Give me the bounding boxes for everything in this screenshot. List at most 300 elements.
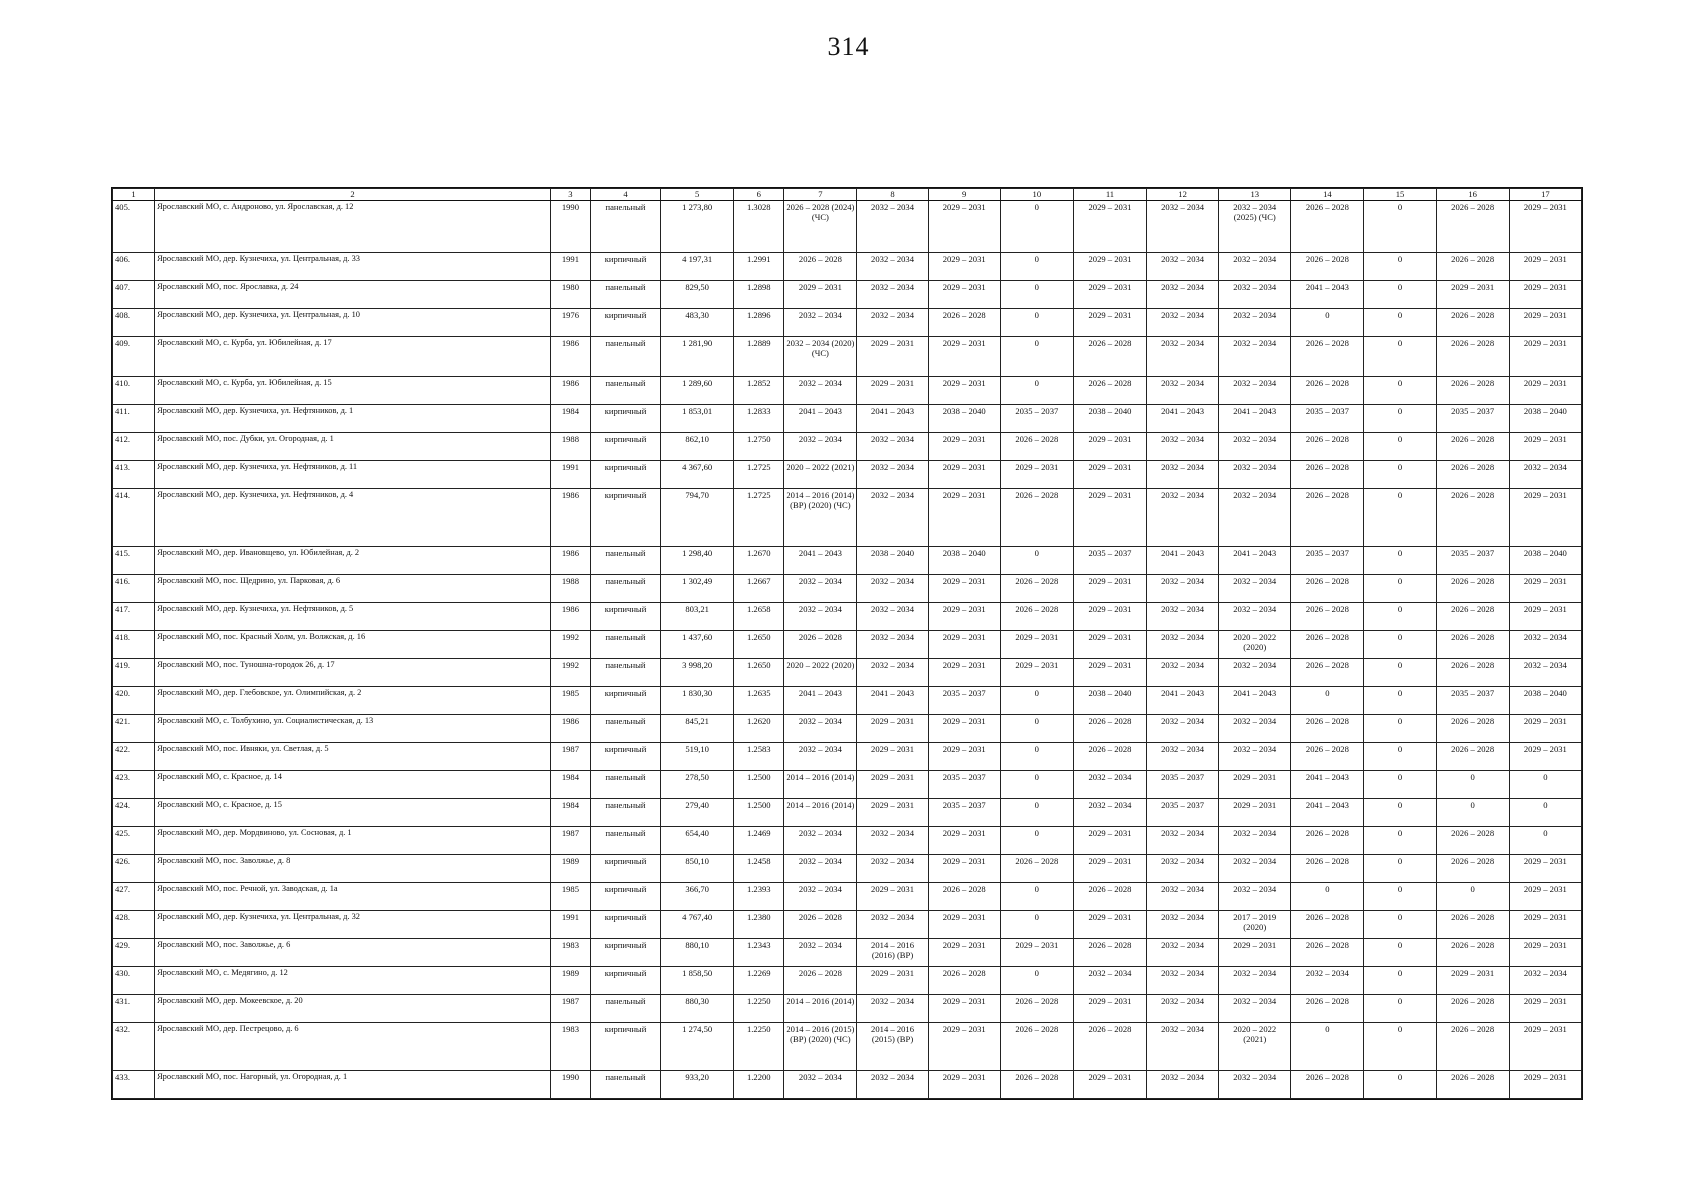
col-14-cell: 2035 – 2037 [1291, 405, 1364, 433]
col-14-cell: 2035 – 2037 [1291, 547, 1364, 575]
table-row [113, 405, 1582, 433]
col-12-cell: 2032 – 2034 [1147, 253, 1219, 281]
table-row [113, 1023, 1582, 1071]
col-9-cell: 2029 – 2031 [928, 489, 1000, 547]
col-9-cell: 2029 – 2031 [928, 743, 1000, 771]
col-10-cell: 2026 – 2028 [1000, 995, 1073, 1023]
address-cell: Ярославский МО, пос. Красный Холм, ул. Волжская, д. 16 [155, 631, 551, 659]
col-15-cell: 0 [1364, 827, 1436, 855]
col-8-cell: 2032 – 2034 [857, 575, 928, 603]
address-cell: Ярославский МО, с. Красное, д. 15 [155, 799, 551, 827]
table-row [113, 939, 1582, 967]
col-12-cell: 2032 – 2034 [1147, 201, 1219, 253]
table-row [113, 799, 1582, 827]
col-9-cell: 2029 – 2031 [928, 1071, 1000, 1099]
col-17-cell: 2038 – 2040 [1509, 405, 1581, 433]
wall-material-cell: панельный [590, 771, 660, 799]
col-9-cell: 2029 – 2031 [928, 911, 1000, 939]
col-11-cell: 2029 – 2031 [1073, 911, 1146, 939]
col-10-cell: 2035 – 2037 [1000, 405, 1073, 433]
col-9-cell: 2029 – 2031 [928, 659, 1000, 687]
area-cell: 519,10 [661, 743, 734, 771]
table-row [113, 659, 1582, 687]
row-number-cell: 423. [113, 771, 155, 799]
column-header-16: 16 [1436, 189, 1509, 201]
col-11-cell: 2029 – 2031 [1073, 575, 1146, 603]
column-header-14: 14 [1291, 189, 1364, 201]
col-9-cell: 2029 – 2031 [928, 995, 1000, 1023]
col-16-cell: 0 [1436, 883, 1509, 911]
col-15-cell: 0 [1364, 405, 1436, 433]
col-10-cell: 2026 – 2028 [1000, 433, 1073, 461]
col-17-cell: 0 [1509, 799, 1581, 827]
address-cell: Ярославский МО, дер. Кузнечиха, ул. Нефтяников, д. 11 [155, 461, 551, 489]
col-17-cell: 2029 – 2031 [1509, 1071, 1581, 1099]
index-cell: 1.2500 [734, 771, 784, 799]
col-10-cell: 0 [1000, 715, 1073, 743]
col-16-cell: 2026 – 2028 [1436, 575, 1509, 603]
row-number-cell: 429. [113, 939, 155, 967]
column-header-12: 12 [1147, 189, 1219, 201]
address-cell: Ярославский МО, дер. Кузнечиха, ул. Нефтяников, д. 4 [155, 489, 551, 547]
col-12-cell: 2032 – 2034 [1147, 827, 1219, 855]
col-8-cell: 2029 – 2031 [857, 377, 928, 405]
row-number-cell: 421. [113, 715, 155, 743]
row-number-cell: 431. [113, 995, 155, 1023]
address-cell: Ярославский МО, с. Андроново, ул. Ярославская, д. 12 [155, 201, 551, 253]
wall-material-cell: кирпичный [590, 309, 660, 337]
col-12-cell: 2041 – 2043 [1147, 405, 1219, 433]
col-8-cell: 2032 – 2034 [857, 433, 928, 461]
row-number-cell: 420. [113, 687, 155, 715]
col-8-cell: 2032 – 2034 [857, 201, 928, 253]
col-16-cell: 2026 – 2028 [1436, 461, 1509, 489]
col-17-cell: 2029 – 2031 [1509, 377, 1581, 405]
index-cell: 1.2269 [734, 967, 784, 995]
col-17-cell: 2029 – 2031 [1509, 575, 1581, 603]
col-9-cell: 2029 – 2031 [928, 855, 1000, 883]
col-12-cell: 2032 – 2034 [1147, 659, 1219, 687]
row-number-cell: 412. [113, 433, 155, 461]
col-7-cell: 2026 – 2028 (2024) (ЧС) [784, 201, 857, 253]
col-15-cell: 0 [1364, 883, 1436, 911]
col-11-cell: 2029 – 2031 [1073, 1071, 1146, 1099]
col-14-cell: 2026 – 2028 [1291, 1071, 1364, 1099]
table-row [113, 967, 1582, 995]
wall-material-cell: панельный [590, 547, 660, 575]
col-15-cell: 0 [1364, 603, 1436, 631]
column-header-11: 11 [1073, 189, 1146, 201]
col-13-cell: 2020 – 2022 (2020) [1219, 631, 1291, 659]
index-cell: 1.2991 [734, 253, 784, 281]
col-9-cell: 2038 – 2040 [928, 405, 1000, 433]
index-cell: 1.2852 [734, 377, 784, 405]
build-year-cell: 1980 [550, 281, 590, 309]
col-11-cell: 2038 – 2040 [1073, 687, 1146, 715]
wall-material-cell: кирпичный [590, 687, 660, 715]
table-row [113, 201, 1582, 253]
col-17-cell: 2029 – 2031 [1509, 995, 1581, 1023]
address-cell: Ярославский МО, пос. Нагорный, ул. Огородная, д. 1 [155, 1071, 551, 1099]
col-8-cell: 2029 – 2031 [857, 771, 928, 799]
col-7-cell: 2014 – 2016 (2015) (ВР) (2020) (ЧС) [784, 1023, 857, 1071]
area-cell: 850,10 [661, 855, 734, 883]
build-year-cell: 1985 [550, 687, 590, 715]
column-header-8: 8 [857, 189, 928, 201]
col-9-cell: 2029 – 2031 [928, 201, 1000, 253]
col-12-cell: 2035 – 2037 [1147, 771, 1219, 799]
col-15-cell: 0 [1364, 631, 1436, 659]
col-14-cell: 2026 – 2028 [1291, 827, 1364, 855]
table-row [113, 715, 1582, 743]
col-7-cell: 2014 – 2016 (2014) [784, 995, 857, 1023]
area-cell: 845,21 [661, 715, 734, 743]
col-9-cell: 2029 – 2031 [928, 715, 1000, 743]
row-number-cell: 418. [113, 631, 155, 659]
col-13-cell: 2020 – 2022 (2021) [1219, 1023, 1291, 1071]
index-cell: 1.2667 [734, 575, 784, 603]
col-16-cell: 2026 – 2028 [1436, 827, 1509, 855]
index-cell: 1.2380 [734, 911, 784, 939]
area-cell: 278,50 [661, 771, 734, 799]
address-cell: Ярославский МО, с. Курба, ул. Юбилейная, д. 15 [155, 377, 551, 405]
index-cell: 1.2725 [734, 489, 784, 547]
table-row [113, 883, 1582, 911]
area-cell: 4 767,40 [661, 911, 734, 939]
col-13-cell: 2032 – 2034 [1219, 995, 1291, 1023]
build-year-cell: 1987 [550, 743, 590, 771]
column-header-2: 2 [155, 189, 551, 201]
address-cell: Ярославский МО, дер. Ивановщево, ул. Юбилейная, д. 2 [155, 547, 551, 575]
col-7-cell: 2020 – 2022 (2020) [784, 659, 857, 687]
col-7-cell: 2032 – 2034 [784, 743, 857, 771]
col-8-cell: 2032 – 2034 [857, 603, 928, 631]
col-14-cell: 2026 – 2028 [1291, 377, 1364, 405]
col-12-cell: 2032 – 2034 [1147, 631, 1219, 659]
col-14-cell: 2026 – 2028 [1291, 253, 1364, 281]
col-13-cell: 2032 – 2034 (2025) (ЧС) [1219, 201, 1291, 253]
col-7-cell: 2032 – 2034 (2020) (ЧС) [784, 337, 857, 377]
header-row [113, 189, 1582, 201]
col-12-cell: 2041 – 2043 [1147, 687, 1219, 715]
page-number: 314 [827, 32, 870, 61]
col-10-cell: 2026 – 2028 [1000, 575, 1073, 603]
table-row [113, 631, 1582, 659]
col-16-cell: 2026 – 2028 [1436, 201, 1509, 253]
wall-material-cell: панельный [590, 799, 660, 827]
wall-material-cell: панельный [590, 1071, 660, 1099]
wall-material-cell: панельный [590, 201, 660, 253]
col-15-cell: 0 [1364, 743, 1436, 771]
col-15-cell: 0 [1364, 1071, 1436, 1099]
column-header-17: 17 [1509, 189, 1581, 201]
column-header-3: 3 [550, 189, 590, 201]
wall-material-cell: панельный [590, 995, 660, 1023]
index-cell: 1.2898 [734, 281, 784, 309]
build-year-cell: 1983 [550, 939, 590, 967]
col-16-cell: 2029 – 2031 [1436, 281, 1509, 309]
build-year-cell: 1988 [550, 575, 590, 603]
wall-material-cell: панельный [590, 337, 660, 377]
col-8-cell: 2041 – 2043 [857, 687, 928, 715]
col-11-cell: 2029 – 2031 [1073, 631, 1146, 659]
address-cell: Ярославский МО, дер. Мордвиново, ул. Сосновая, д. 1 [155, 827, 551, 855]
col-14-cell: 0 [1291, 687, 1364, 715]
row-number-cell: 410. [113, 377, 155, 405]
col-13-cell: 2032 – 2034 [1219, 827, 1291, 855]
col-11-cell: 2029 – 2031 [1073, 603, 1146, 631]
index-cell: 1.2650 [734, 631, 784, 659]
col-16-cell: 2026 – 2028 [1436, 253, 1509, 281]
col-7-cell: 2029 – 2031 [784, 281, 857, 309]
col-11-cell: 2029 – 2031 [1073, 489, 1146, 547]
build-year-cell: 1984 [550, 771, 590, 799]
wall-material-cell: кирпичный [590, 405, 660, 433]
col-8-cell: 2032 – 2034 [857, 489, 928, 547]
area-cell: 1 858,50 [661, 967, 734, 995]
col-10-cell: 2029 – 2031 [1000, 659, 1073, 687]
col-14-cell: 2041 – 2043 [1291, 771, 1364, 799]
index-cell: 1.2650 [734, 659, 784, 687]
wall-material-cell: кирпичный [590, 743, 660, 771]
col-10-cell: 0 [1000, 799, 1073, 827]
address-cell: Ярославский МО, дер. Кузнечиха, ул. Нефтяников, д. 1 [155, 405, 551, 433]
col-16-cell: 2026 – 2028 [1436, 715, 1509, 743]
col-9-cell: 2029 – 2031 [928, 377, 1000, 405]
col-7-cell: 2041 – 2043 [784, 405, 857, 433]
col-16-cell: 2026 – 2028 [1436, 489, 1509, 547]
col-15-cell: 0 [1364, 799, 1436, 827]
column-header-4: 4 [590, 189, 660, 201]
build-year-cell: 1986 [550, 547, 590, 575]
index-cell: 1.2393 [734, 883, 784, 911]
col-15-cell: 0 [1364, 967, 1436, 995]
address-cell: Ярославский МО, дер. Кузнечиха, ул. Нефтяников, д. 5 [155, 603, 551, 631]
address-cell: Ярославский МО, дер. Кузнечиха, ул. Центральная, д. 32 [155, 911, 551, 939]
col-15-cell: 0 [1364, 715, 1436, 743]
col-12-cell: 2032 – 2034 [1147, 281, 1219, 309]
col-17-cell: 2029 – 2031 [1509, 253, 1581, 281]
col-17-cell: 2029 – 2031 [1509, 855, 1581, 883]
build-year-cell: 1991 [550, 911, 590, 939]
col-7-cell: 2026 – 2028 [784, 253, 857, 281]
col-13-cell: 2032 – 2034 [1219, 461, 1291, 489]
col-14-cell: 2041 – 2043 [1291, 281, 1364, 309]
col-13-cell: 2032 – 2034 [1219, 603, 1291, 631]
col-15-cell: 0 [1364, 201, 1436, 253]
col-11-cell: 2029 – 2031 [1073, 309, 1146, 337]
col-9-cell: 2029 – 2031 [928, 603, 1000, 631]
table-row [113, 309, 1582, 337]
col-16-cell: 2035 – 2037 [1436, 405, 1509, 433]
col-8-cell: 2029 – 2031 [857, 743, 928, 771]
row-number-cell: 424. [113, 799, 155, 827]
index-cell: 1.2620 [734, 715, 784, 743]
col-13-cell: 2029 – 2031 [1219, 771, 1291, 799]
col-7-cell: 2032 – 2034 [784, 1071, 857, 1099]
area-cell: 654,40 [661, 827, 734, 855]
table-body [113, 201, 1582, 1099]
build-year-cell: 1985 [550, 883, 590, 911]
index-cell: 1.2583 [734, 743, 784, 771]
address-cell: Ярославский МО, пос. Щедрино, ул. Парковая, д. 6 [155, 575, 551, 603]
col-7-cell: 2032 – 2034 [784, 377, 857, 405]
col-8-cell: 2032 – 2034 [857, 911, 928, 939]
col-14-cell: 2026 – 2028 [1291, 201, 1364, 253]
col-10-cell: 0 [1000, 911, 1073, 939]
col-11-cell: 2032 – 2034 [1073, 799, 1146, 827]
row-number-cell: 433. [113, 1071, 155, 1099]
column-header-7: 7 [784, 189, 857, 201]
address-cell: Ярославский МО, дер. Кузнечиха, ул. Центральная, д. 10 [155, 309, 551, 337]
area-cell: 880,30 [661, 995, 734, 1023]
table-row [113, 253, 1582, 281]
index-cell: 1.2658 [734, 603, 784, 631]
col-10-cell: 0 [1000, 547, 1073, 575]
col-16-cell: 2026 – 2028 [1436, 995, 1509, 1023]
col-10-cell: 0 [1000, 827, 1073, 855]
col-16-cell: 2026 – 2028 [1436, 939, 1509, 967]
row-number-cell: 430. [113, 967, 155, 995]
col-7-cell: 2032 – 2034 [784, 433, 857, 461]
table-row [113, 337, 1582, 377]
col-13-cell: 2032 – 2034 [1219, 715, 1291, 743]
area-cell: 1 437,60 [661, 631, 734, 659]
table-row [113, 743, 1582, 771]
col-13-cell: 2032 – 2034 [1219, 253, 1291, 281]
col-13-cell: 2032 – 2034 [1219, 659, 1291, 687]
col-16-cell: 2026 – 2028 [1436, 1023, 1509, 1071]
col-17-cell: 2029 – 2031 [1509, 201, 1581, 253]
build-year-cell: 1989 [550, 967, 590, 995]
col-11-cell: 2029 – 2031 [1073, 659, 1146, 687]
row-number-cell: 425. [113, 827, 155, 855]
col-8-cell: 2014 – 2016 (2015) (ВР) [857, 1023, 928, 1071]
col-11-cell: 2032 – 2034 [1073, 771, 1146, 799]
col-9-cell: 2029 – 2031 [928, 337, 1000, 377]
address-cell: Ярославский МО, пос. Туношна-городок 26, д. 17 [155, 659, 551, 687]
col-15-cell: 0 [1364, 337, 1436, 377]
build-year-cell: 1984 [550, 799, 590, 827]
col-8-cell: 2032 – 2034 [857, 309, 928, 337]
col-13-cell: 2032 – 2034 [1219, 743, 1291, 771]
col-9-cell: 2029 – 2031 [928, 631, 1000, 659]
col-12-cell: 2032 – 2034 [1147, 939, 1219, 967]
col-12-cell: 2032 – 2034 [1147, 855, 1219, 883]
column-header-1: 1 [113, 189, 155, 201]
col-12-cell: 2032 – 2034 [1147, 575, 1219, 603]
index-cell: 1.2896 [734, 309, 784, 337]
col-12-cell: 2032 – 2034 [1147, 883, 1219, 911]
col-11-cell: 2029 – 2031 [1073, 201, 1146, 253]
index-cell: 1.2725 [734, 461, 784, 489]
column-header-13: 13 [1219, 189, 1291, 201]
row-number-cell: 419. [113, 659, 155, 687]
col-14-cell: 0 [1291, 1023, 1364, 1071]
area-cell: 1 289,60 [661, 377, 734, 405]
address-cell: Ярославский МО, пос. Ивняки, ул. Светлая, д. 5 [155, 743, 551, 771]
wall-material-cell: кирпичный [590, 939, 660, 967]
col-17-cell: 2032 – 2034 [1509, 659, 1581, 687]
address-cell: Ярославский МО, с. Курба, ул. Юбилейная, д. 17 [155, 337, 551, 377]
row-number-cell: 422. [113, 743, 155, 771]
col-7-cell: 2032 – 2034 [784, 855, 857, 883]
table-row [113, 1071, 1582, 1099]
column-header-15: 15 [1364, 189, 1436, 201]
wall-material-cell: кирпичный [590, 967, 660, 995]
build-year-cell: 1986 [550, 377, 590, 405]
col-9-cell: 2029 – 2031 [928, 939, 1000, 967]
col-17-cell: 0 [1509, 771, 1581, 799]
build-year-cell: 1986 [550, 489, 590, 547]
col-17-cell: 2029 – 2031 [1509, 1023, 1581, 1071]
col-15-cell: 0 [1364, 771, 1436, 799]
wall-material-cell: панельный [590, 377, 660, 405]
col-7-cell: 2014 – 2016 (2014) [784, 799, 857, 827]
address-cell: Ярославский МО, пос. Ярославка, д. 24 [155, 281, 551, 309]
col-14-cell: 2026 – 2028 [1291, 715, 1364, 743]
col-14-cell: 2026 – 2028 [1291, 461, 1364, 489]
area-cell: 1 853,01 [661, 405, 734, 433]
col-17-cell: 2029 – 2031 [1509, 489, 1581, 547]
col-10-cell: 2029 – 2031 [1000, 461, 1073, 489]
col-12-cell: 2032 – 2034 [1147, 1071, 1219, 1099]
area-cell: 1 281,90 [661, 337, 734, 377]
col-12-cell: 2032 – 2034 [1147, 911, 1219, 939]
col-16-cell: 2026 – 2028 [1436, 337, 1509, 377]
index-cell: 1.2670 [734, 547, 784, 575]
col-13-cell: 2032 – 2034 [1219, 883, 1291, 911]
build-year-cell: 1992 [550, 631, 590, 659]
col-10-cell: 0 [1000, 337, 1073, 377]
col-16-cell: 2026 – 2028 [1436, 309, 1509, 337]
col-8-cell: 2032 – 2034 [857, 281, 928, 309]
col-14-cell: 2026 – 2028 [1291, 575, 1364, 603]
col-12-cell: 2032 – 2034 [1147, 433, 1219, 461]
col-16-cell: 2026 – 2028 [1436, 377, 1509, 405]
index-cell: 1.2458 [734, 855, 784, 883]
col-8-cell: 2032 – 2034 [857, 995, 928, 1023]
col-10-cell: 0 [1000, 201, 1073, 253]
col-14-cell: 2026 – 2028 [1291, 743, 1364, 771]
housing-registry-table [112, 188, 1582, 1099]
col-8-cell: 2032 – 2034 [857, 1071, 928, 1099]
col-9-cell: 2029 – 2031 [928, 461, 1000, 489]
col-7-cell: 2032 – 2034 [784, 715, 857, 743]
table-row [113, 687, 1582, 715]
table-row [113, 281, 1582, 309]
col-7-cell: 2026 – 2028 [784, 967, 857, 995]
col-10-cell: 0 [1000, 883, 1073, 911]
col-13-cell: 2032 – 2034 [1219, 309, 1291, 337]
col-14-cell: 2026 – 2028 [1291, 337, 1364, 377]
row-number-cell: 426. [113, 855, 155, 883]
address-cell: Ярославский МО, пос. Заволжье, д. 8 [155, 855, 551, 883]
col-11-cell: 2026 – 2028 [1073, 1023, 1146, 1071]
table-row [113, 827, 1582, 855]
col-12-cell: 2032 – 2034 [1147, 489, 1219, 547]
col-17-cell: 2038 – 2040 [1509, 547, 1581, 575]
col-17-cell: 2029 – 2031 [1509, 603, 1581, 631]
table-row [113, 771, 1582, 799]
col-15-cell: 0 [1364, 547, 1436, 575]
col-8-cell: 2029 – 2031 [857, 799, 928, 827]
wall-material-cell: кирпичный [590, 883, 660, 911]
wall-material-cell: кирпичный [590, 603, 660, 631]
col-10-cell: 2029 – 2031 [1000, 631, 1073, 659]
col-10-cell: 2026 – 2028 [1000, 603, 1073, 631]
index-cell: 1.2343 [734, 939, 784, 967]
